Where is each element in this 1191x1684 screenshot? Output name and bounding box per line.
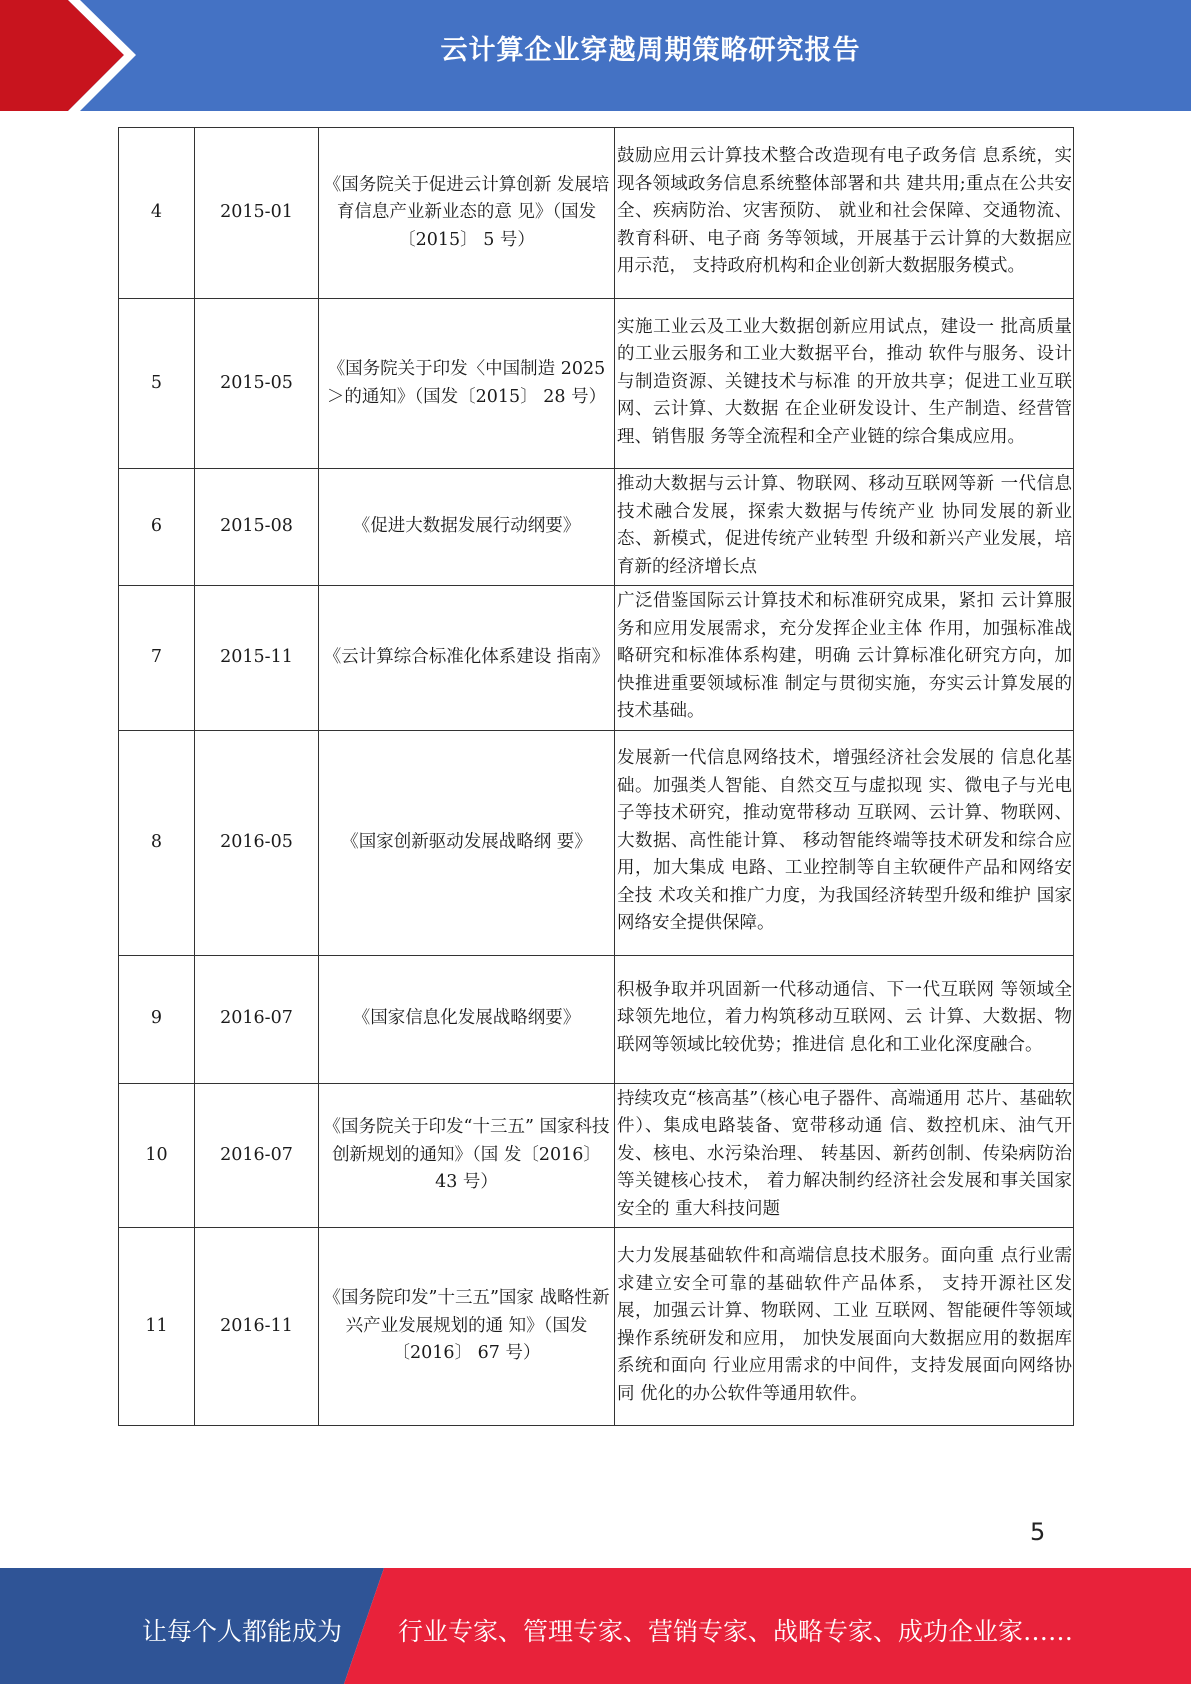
table-row xyxy=(119,128,1074,299)
row-document: 《国家信息化发展战略纲要》 xyxy=(319,955,615,1083)
row-document: 《国务院关于印发“十三五” 国家科技创新规划的通知》（国 发〔2016〕 43 号） xyxy=(319,1083,615,1228)
row-number: 11 xyxy=(119,1228,195,1426)
row-number: 8 xyxy=(119,730,195,955)
table-row xyxy=(119,1228,1074,1426)
report-title: 云计算企业穿越周期策略研究报告 xyxy=(440,35,861,66)
row-date: 2016-11 xyxy=(195,1228,319,1426)
row-content: 积极争取并巩固新一代移动通信、下一代互联网 等领域全球领先地位，着力构筑移动互联网、云 计算、大数据、物联网等领域比较优势；推进信 息化和工业化深度融合。 xyxy=(615,955,1074,1083)
row-date: 2016-05 xyxy=(195,730,319,955)
row-content: 广泛借鉴国际云计算技术和标准研究成果，紧扣 云计算服务和应用发展需求，充分发挥企业主体 作用，加强标准战略研究和标准体系构建，明确 云计算标准化研究方向，加快推进重要领域标准 制定与贯彻实施，夯实云计算发展的技术基础。 xyxy=(615,586,1074,731)
table-row xyxy=(119,469,1074,586)
footer-slogan-right: 行业专家、管理专家、营销专家、战略专家、成功企业家…… xyxy=(398,1617,1074,1646)
row-content: 推动大数据与云计算、物联网、移动互联网等新 一代信息技术融合发展，探索大数据与传统产业 协同发展的新业态、新模式，促进传统产业转型 升级和新兴产业发展，培育新的经济增长点 xyxy=(615,469,1074,586)
page-number: 5 xyxy=(1030,1518,1046,1546)
row-content: 持续攻克“核高基”（核心电子器件、高端通用 芯片、基础软件）、集成电路装备、宽带移动通 信、数控机床、油气开发、核电、水污染治理、 转基因、新药创制、传染病防治等关键核心技术， 着力解决制约经济社会发展和事关国家安全的 重大科技问题 xyxy=(615,1083,1074,1228)
row-document: 《国务院关于印发〈中国制造 2025＞的通知》（国发〔2015〕 28 号） xyxy=(319,299,615,469)
row-document: 《云计算综合标准化体系建设 指南》 xyxy=(319,586,615,731)
row-number: 4 xyxy=(119,128,195,299)
row-number: 10 xyxy=(119,1083,195,1228)
header-red-arrow xyxy=(0,0,150,111)
row-number: 7 xyxy=(119,586,195,731)
row-number: 9 xyxy=(119,955,195,1083)
table-row xyxy=(119,586,1074,731)
policy-table-container xyxy=(118,127,1073,1426)
page-header xyxy=(0,0,1191,111)
row-date: 2015-08 xyxy=(195,469,319,586)
row-number: 6 xyxy=(119,469,195,586)
table-row xyxy=(119,299,1074,469)
table-row xyxy=(119,955,1074,1083)
policy-table xyxy=(118,127,1074,1426)
row-document: 《国家创新驱动发展战略纲 要》 xyxy=(319,730,615,955)
row-date: 2015-01 xyxy=(195,128,319,299)
footer-slogan-left: 让每个人都能成为 xyxy=(142,1617,343,1646)
row-document: 《国务院关于促进云计算创新 发展培育信息产业新业态的意 见》（国发〔2015〕 5 号） xyxy=(319,128,615,299)
page-footer xyxy=(0,1568,1191,1684)
row-document: 《国务院印发”十三五”国家 战略性新兴产业发展规划的通 知》（国发〔2016〕 67 号） xyxy=(319,1228,615,1426)
row-number: 5 xyxy=(119,299,195,469)
row-date: 2016-07 xyxy=(195,955,319,1083)
row-date: 2015-05 xyxy=(195,299,319,469)
row-content: 实施工业云及工业大数据创新应用试点，建设一 批高质量的工业云服务和工业大数据平台，推动 软件与服务、设计与制造资源、关键技术与标准 的开放共享；促进工业互联网、云计算、大数据 在企业研发设计、生产制造、经营管理、销售服 务等全流程和全产业链的综合集成应用。 xyxy=(615,299,1074,469)
table-row xyxy=(119,1083,1074,1228)
row-date: 2015-11 xyxy=(195,586,319,731)
row-content: 发展新一代信息网络技术，增强经济社会发展的 信息化基础。加强类人智能、自然交互与虚拟现 实、微电子与光电子等技术研究，推动宽带移动 互联网、云计算、物联网、大数据、高性能计算、 移动智能终端等技术研发和综合应用，加大集成 电路、工业控制等自主软硬件产品和网络安全技 术攻关和推广力度，为我国经济转型升级和维护 国家网络安全提供保障。 xyxy=(615,730,1074,955)
row-document: 《促进大数据发展行动纲要》 xyxy=(319,469,615,586)
row-date: 2016-07 xyxy=(195,1083,319,1228)
row-content: 大力发展基础软件和高端信息技术服务。面向重 点行业需求建立安全可靠的基础软件产品体系， 支持开源社区发展，加强云计算、物联网、工业 互联网、智能硬件等领域操作系统研发和应用， 加快发展面向大数据应用的数据库系统和面向 行业应用需求的中间件，支持发展面向网络协同 优化的办公软件等通用软件。 xyxy=(615,1228,1074,1426)
table-row xyxy=(119,730,1074,955)
row-content: 鼓励应用云计算技术整合改造现有电子政务信 息系统，实现各领域政务信息系统整体部署和共 建共用;重点在公共安全、疾病防治、灾害预防、 就业和社会保障、交通物流、教育科研、电子商 务等领域，开展基于云计算的大数据应用示范， 支持政府机构和企业创新大数据服务模式。 xyxy=(615,128,1074,299)
